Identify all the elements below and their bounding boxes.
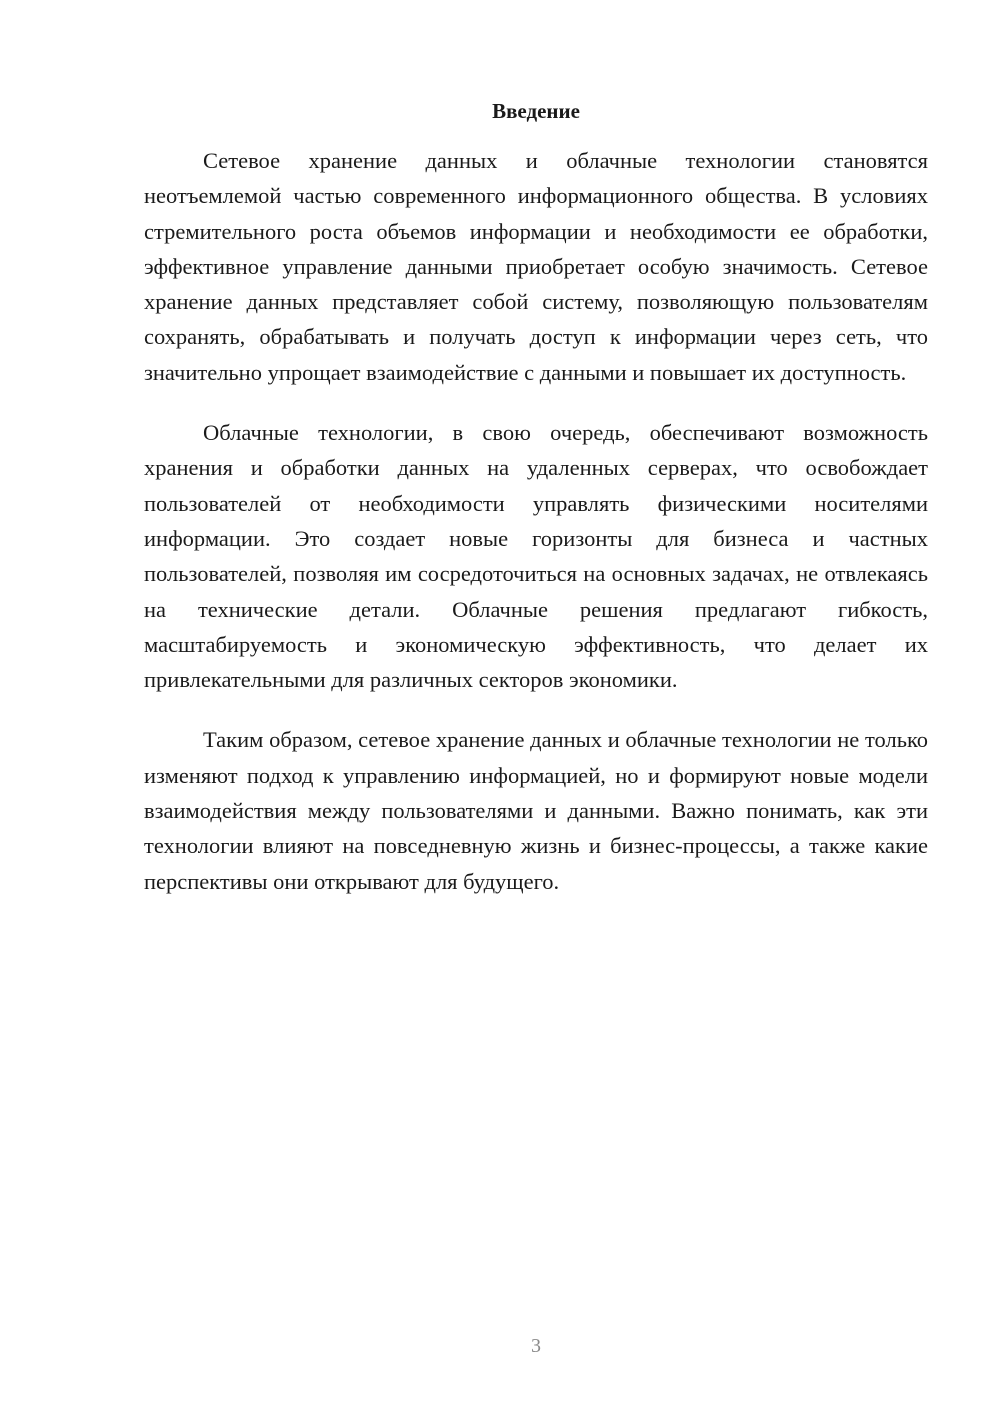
paragraph-1: Сетевое хранение данных и облачные технологии становятся неотъемлемой частью современного информационного общества. В условиях стремительного роста объемов информации и необходимости ее обработки, эффективное управление данными приобретает особую значимость. Сетевое хранение данных представляет собой систему, позволяющую пользователям сохранять, обрабатывать и получать доступ к информации через сеть, что значительно упрощает взаимодействие с данными и повышает их доступность.	[144, 148, 928, 385]
paragraph-2: Облачные технологии, в свою очередь, обеспечивают возможность хранения и обработки данных на удаленных серверах, что освобождает пользователей от необходимости управлять физическими носителями информации. Это создает новые горизонты для бизнеса и частных пользователей, позволяя им сосредоточиться на основных задачах, не отвлекаясь на технические детали. Облачные решения предлагают гибкость, масштабируемость и экономическую эффективность, что делает их привлекательными для различных секторов экономики.	[144, 420, 928, 693]
section-heading: Введение	[492, 99, 580, 123]
body-text	[144, 143, 928, 924]
paragraph-3: Таким образом, сетевое хранение данных и облачные технологии не только изменяют подход к управлению информацией, но и формируют новые модели взаимодействия между пользователями и данными. Важно понимать, как эти технологии влияют на повседневную жизнь и бизнес-процессы, а также какие перспективы они открывают для будущего.	[144, 727, 928, 894]
page-number: 3	[531, 1335, 541, 1357]
